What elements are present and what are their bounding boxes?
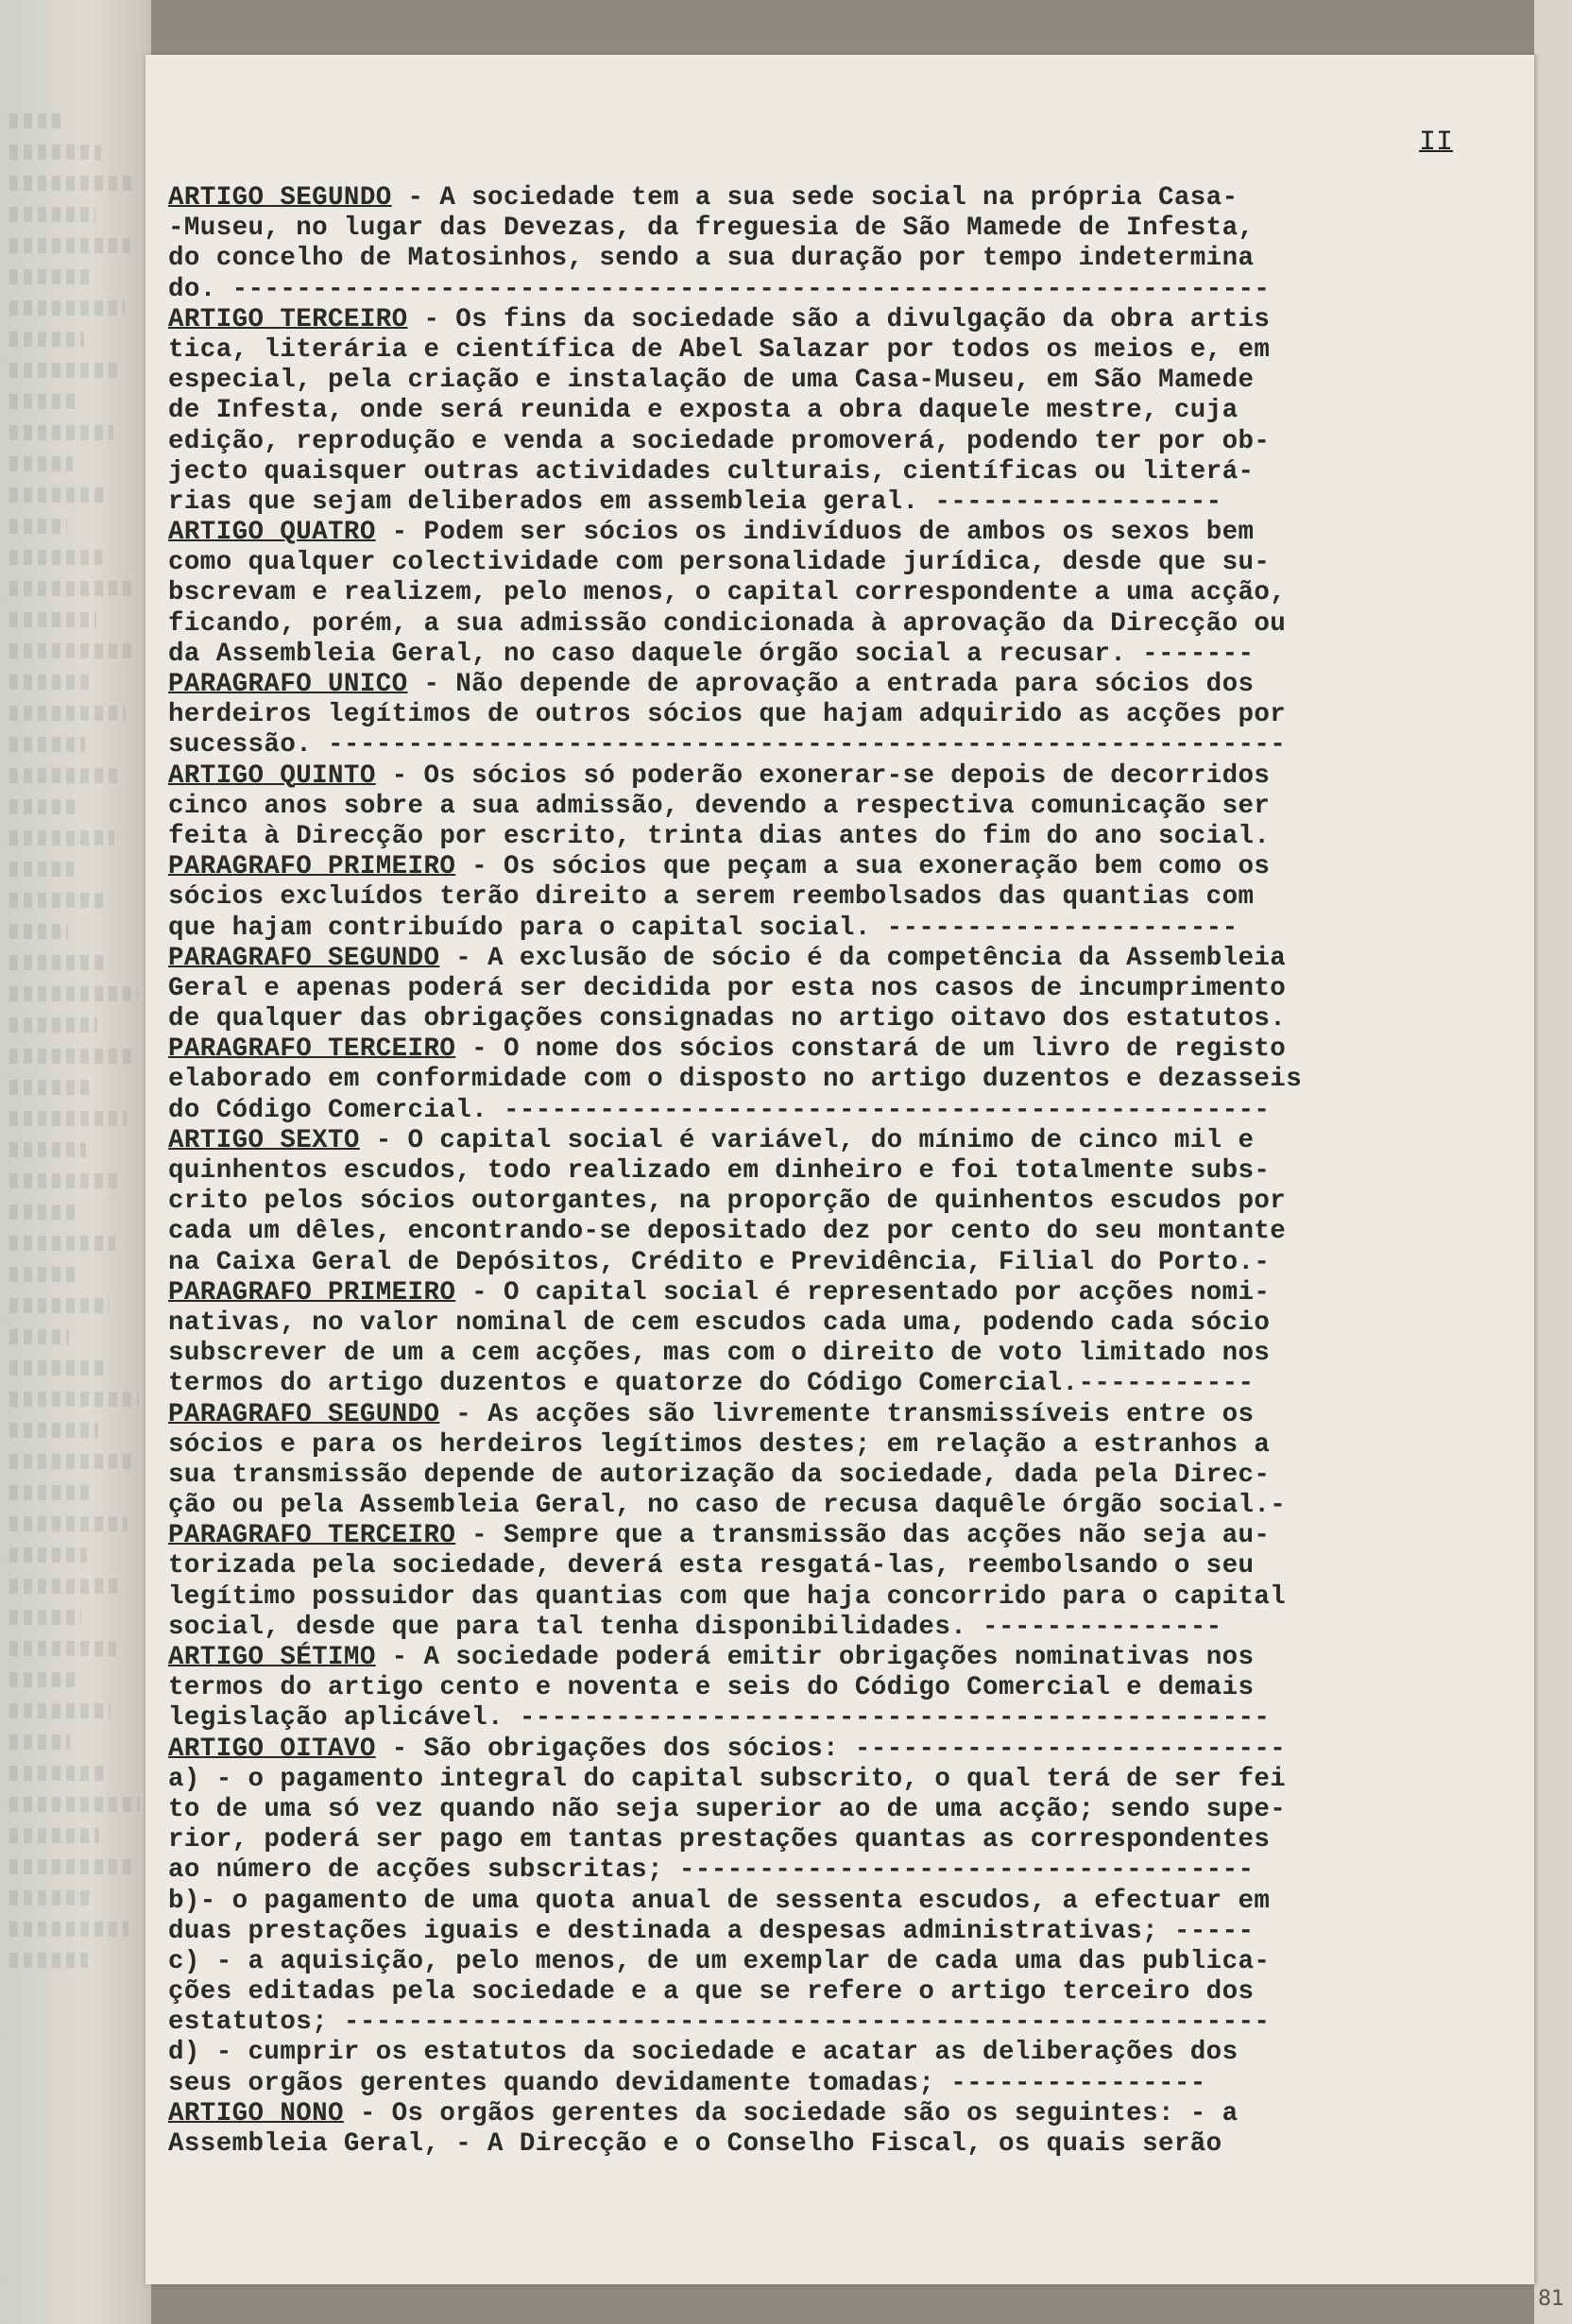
bleed-through-text [9,924,68,939]
bleed-through-text [9,176,136,191]
bleed-through-text [9,207,95,222]
text-line [168,1369,1510,1399]
bleed-through-text [9,145,101,160]
line-text: social, desde que para tal tenha disponibilidades. --------------- [168,1612,1222,1642]
line-text: - O capital social é variável, do mínimo de cinco mil e [359,1125,1255,1155]
bleed-through-text [9,1111,127,1126]
line-text: Assembleia Geral, - A Direcção e o Conselho Fiscal, os quais serão [168,2129,1222,2159]
text-line [168,1795,1510,1825]
text-line [168,944,1510,974]
line-text: do concelho de Matosinhos, sendo a sua duração por tempo indetermina [168,244,1255,274]
text-line [168,366,1510,396]
section-heading: PARAGRAFO TERCEIRO [168,1034,456,1065]
section-heading: PARAGRAFO TERCEIRO [168,1521,456,1551]
line-text: do Código Comercial. ------------------------------------------------ [168,1095,1271,1125]
line-text: termos do artigo cento e noventa e seis do Código Comercial e demais [168,1673,1255,1703]
text-line [168,852,1510,882]
line-text: crito pelos sócios outorgantes, na proporção de quinhentos escudos por [168,1187,1287,1217]
text-line [168,914,1510,944]
text-line [168,2129,1510,2160]
line-text: edição, reprodução e venda a sociedade promoverá, podendo ter por ob- [168,426,1271,456]
text-line [168,792,1510,822]
text-line [168,2008,1510,2038]
line-text: legislação aplicável. ----------------------------------------------- [168,1703,1271,1734]
text-line [168,578,1510,608]
text-line [168,487,1510,518]
section-heading: PARAGRAFO PRIMEIRO [168,852,456,882]
section-heading: PARAGRAFO UNICO [168,670,408,699]
bleed-through-text [9,332,84,347]
bleed-through-text [9,1423,98,1438]
bleed-through-text [9,1049,132,1064]
bleed-through-text [9,986,138,1001]
bleed-through-text [9,1672,76,1687]
line-text: -Museu, no lugar das Devezas, da freguesia de São Mamede de Infesta, [168,214,1255,244]
line-text: - O capital social é representado por acções nomi- [455,1277,1271,1307]
text-line [168,1400,1510,1430]
bleed-through-text [9,1080,92,1095]
bleed-through-text [9,113,66,128]
text-line [168,1248,1510,1278]
line-text: que hajam contribuído para o capital social. ---------------------- [168,913,1239,943]
document-page [144,55,1534,2284]
bleed-through-text [9,1828,99,1843]
bleed-through-text [9,581,137,596]
bleed-through-text [9,893,109,908]
bleed-through-text [9,675,91,690]
text-line [168,1947,1510,1977]
line-text: - Os orgãos gerentes da sociedade são os seguintes: - a [343,2098,1239,2128]
text-line [168,1187,1510,1217]
bleed-through-text [9,830,114,846]
text-line [168,1582,1510,1613]
text-line [168,396,1510,426]
text-line [168,822,1510,852]
section-heading: PARAGRAFO SEGUNDO [168,1399,440,1429]
bleed-through-text [9,1142,86,1157]
line-text: subscrever de um a cem acções, mas com o direito de voto limitado nos [168,1339,1271,1369]
line-text: - A exclusão de sócio é da competência da Assembleia [439,943,1287,973]
line-text: to de uma só vez quando não seja superior ao de uma acção; sendo supe- [168,1794,1287,1824]
text-line [168,1703,1510,1734]
text-line [168,1339,1510,1369]
bleed-through-text [9,300,125,316]
text-line [168,244,1510,274]
line-text: estatutos; ---------------------------------------------------------- [168,2008,1271,2038]
line-text: quinhentos escudos, todo realizado em dinheiro e foi totalmente subs- [168,1156,1271,1186]
text-line [168,1126,1510,1156]
text-line [168,1004,1510,1034]
bleed-through-text [9,1641,116,1656]
bleed-through-text [9,487,108,503]
line-text: feita à Direcção por escrito, trinta dias antes do fim do ano social. [168,821,1271,851]
line-text: ficando, porém, a sua admissão condicionada à aprovação da Direcção ou [168,608,1287,639]
line-text: herdeiros legítimos de outros sócios que hajam adquirido as acções por [168,700,1287,730]
text-line [168,609,1510,640]
line-text: - São obrigações dos sócios: --------------------------- [375,1734,1287,1764]
text-line [168,1643,1510,1673]
text-line [168,1491,1510,1521]
bleed-through-text [9,1205,80,1220]
line-text: - Não depende de aprovação a entrada para sócios dos [407,670,1255,699]
line-text: - A sociedade poderá emitir obrigações nominativas nos [375,1643,1255,1672]
text-line [168,1156,1510,1187]
section-heading: ARTIGO SEGUNDO [168,183,392,213]
line-text: seus orgãos gerentes quando devidamente tomadas; ---------------- [168,2068,1206,2098]
line-text: bscrevam e realizem, pelo menos, o capital correspondente a uma acção, [168,578,1287,608]
bleed-through-text [9,1766,105,1781]
line-text: b)- o pagamento de uma quota anual de sessenta escudos, a efectuar em [168,1886,1271,1916]
text-line [168,1825,1510,1855]
bleed-through-text [9,862,74,877]
archive-folio-number: 81 [1538,2287,1564,2311]
line-text: a) - o pagamento integral do capital subscrito, o qual terá de ser fei [168,1764,1287,1794]
line-text: rias que sejam deliberados em assembleia geral. ------------------ [168,487,1222,517]
section-heading: ARTIGO QUINTO [168,760,376,791]
line-text: sua transmissão depende de autorização da sociedade, dada pela Direc- [168,1460,1271,1490]
bleed-through-text [9,1703,111,1718]
text-line [168,1977,1510,2008]
line-text: termos do artigo duzentos e quatorze do Código Comercial.----------- [168,1369,1255,1399]
bleed-through-text [9,1485,93,1500]
text-line [168,1855,1510,1886]
line-text: torizada pela sociedade, deverá esta resgatá-las, reembolsando o seu [168,1551,1255,1581]
text-line [168,1551,1510,1581]
text-line [168,1430,1510,1461]
bleed-through-text [9,363,119,378]
line-text: - A sociedade tem a sua sede social na própria Casa- [391,183,1239,213]
text-line [168,275,1510,305]
text-line [168,1887,1510,1917]
bleed-through-text [9,1734,70,1750]
line-text: de qualquer das obrigações consignadas no artigo oitavo dos estatutos. [168,1004,1287,1034]
text-line [168,1917,1510,1947]
text-line [168,974,1510,1004]
line-text: como qualquer colectividade com personalidade jurídica, desde que su- [168,548,1271,578]
bleed-through-text [9,1953,88,1968]
bleed-through-text [9,643,131,658]
bleed-through-text [9,737,85,752]
bleed-through-text [9,1610,81,1625]
text-line [168,700,1510,730]
text-line [168,1613,1510,1643]
bleed-through-text [9,1360,104,1376]
bleed-through-text [9,1017,97,1033]
bleed-through-text [9,1454,133,1469]
line-text: na Caixa Geral de Depósitos, Crédito e Previdência, Filial do Porto.- [168,1247,1271,1277]
bleed-through-text [9,1392,139,1407]
section-heading: ARTIGO QUATRO [168,518,376,548]
line-text: ao número de acções subscritas; ------------------------------------ [168,1855,1255,1886]
text-line [168,2038,1510,2068]
line-text: sócios excluídos terão direito a serem reembolsados das quantias com [168,882,1255,913]
text-line [168,1217,1510,1247]
bleed-through-text [9,706,126,721]
bleed-through-text [9,550,102,565]
line-text: da Assembleia Geral, no caso daquele órgão social a recusar. ------- [168,639,1255,669]
line-text: - Os sócios que peçam a sua exoneração bem como os [455,852,1271,882]
bleed-through-text [9,1579,122,1594]
bleed-through-text [9,955,103,970]
text-line [168,518,1510,548]
line-text: elaborado em conformidade com o disposto no artigo duzentos e dezasseis [168,1065,1303,1095]
bleed-through-text [9,799,79,814]
bleed-through-text [9,1236,115,1251]
bleed-through-text [9,1329,69,1344]
text-line [168,1034,1510,1065]
line-text: - Os sócios só poderão exonerar-se depois de decorridos [375,760,1271,791]
section-heading: PARAGRAFO PRIMEIRO [168,1277,456,1307]
text-line [168,730,1510,760]
line-text: Geral e apenas poderá ser decidida por esta nos casos de incumprimento [168,973,1287,1003]
bleed-through-text [9,1547,87,1563]
line-text: de Infesta, onde será reunida e exposta a obra daquele mestre, cuja [168,396,1239,426]
line-text: sucessão. ------------------------------------------------------------ [168,730,1287,760]
section-heading: ARTIGO OITAVO [168,1734,376,1764]
page-number: II [1419,127,1454,159]
line-text: legítimo possuidor das quantias com que haja concorrido para o capital [168,1581,1287,1612]
bleed-through-text [9,519,67,534]
text-line [168,1278,1510,1308]
bleed-through-text [9,269,90,284]
document-body [168,183,1510,2160]
text-line [168,2069,1510,2099]
bleed-through-text [9,1859,134,1874]
bleed-through-text [9,425,113,440]
line-text: ção ou pela Assembleia Geral, no caso de recusa daquêle órgão social.- [168,1491,1287,1521]
text-line [168,882,1510,913]
text-line [168,1673,1510,1703]
text-line [168,335,1510,366]
bleed-through-text [9,768,120,783]
line-text: d) - cumprir os estatutos da sociedade e acatar as deliberações dos [168,2038,1239,2068]
text-line [168,1765,1510,1795]
section-heading: ARTIGO TERCEIRO [168,304,408,334]
text-line [168,1521,1510,1551]
line-text: ções editadas pela sociedade e a que se refere o artigo terceiro dos [168,1977,1255,2008]
bleed-through-text [9,238,130,253]
text-line [168,761,1510,792]
text-line [168,640,1510,670]
text-line [168,305,1510,335]
previous-page-edge [0,0,151,2324]
section-heading: ARTIGO NONO [168,2098,344,2128]
line-text: rior, poderá ser pago em tantas prestações quantas as correspondentes [168,1825,1271,1855]
line-text: do. ----------------------------------------------------------------- [168,274,1271,304]
bleed-through-text [9,1797,140,1812]
line-text: c) - a aquisição, pelo menos, de um exemplar de cada uma das publica- [168,1946,1271,1976]
section-heading: ARTIGO SÉTIMO [168,1643,376,1672]
bleed-through-text [9,1267,75,1282]
text-line [168,1308,1510,1339]
text-line [168,183,1510,214]
bleed-through-text [9,1922,128,1937]
line-text: cinco anos sobre a sua admissão, devendo a respectiva comunicação ser [168,791,1271,821]
line-text: duas prestações iguais e destinada a despesas administrativas; ----- [168,1916,1255,1946]
text-line [168,1734,1510,1765]
text-line [168,2099,1510,2129]
bleed-through-text [9,1516,128,1531]
text-line [168,1096,1510,1126]
bleed-through-text [9,1890,94,1905]
line-text: - As acções são livremente transmissíveis entre os [439,1399,1255,1429]
text-line [168,1461,1510,1491]
line-text: - Os fins da sociedade são a divulgação da obra artis [407,304,1271,334]
line-text: jecto quaisquer outras actividades culturais, científicas ou literá- [168,456,1255,487]
line-text: - Podem ser sócios os indivíduos de ambos os sexos bem [375,518,1255,548]
section-heading: PARAGRAFO SEGUNDO [168,943,440,973]
text-line [168,1065,1510,1095]
bleed-through-text [9,1173,121,1188]
bleed-through-text [9,456,73,471]
bleed-through-text [9,612,96,627]
line-text: - Sempre que a transmissão das acções não seja au- [455,1521,1271,1551]
line-text: cada um dêles, encontrando-se depositado dez por cento do seu montante [168,1217,1287,1247]
text-line [168,548,1510,578]
text-line [168,457,1510,487]
line-text: - O nome dos sócios constará de um livro de registo [455,1034,1287,1065]
text-line [168,670,1510,700]
text-line [168,214,1510,244]
line-text: sócios e para os herdeiros legítimos destes; em relação a estranhos a [168,1429,1271,1460]
text-line [168,427,1510,457]
line-text: especial, pela criação e instalação de uma Casa-Museu, em São Mamede [168,366,1255,396]
line-text: tica, literária e científica de Abel Salazar por todos os meios e, em [168,334,1271,365]
section-heading: ARTIGO SEXTO [168,1125,360,1155]
next-page-edge [1534,0,1572,2324]
bleed-through-text [9,1298,110,1313]
line-text: nativas, no valor nominal de cem escudos cada uma, podendo cada sócio [168,1307,1271,1338]
bleed-through-text [9,394,78,409]
